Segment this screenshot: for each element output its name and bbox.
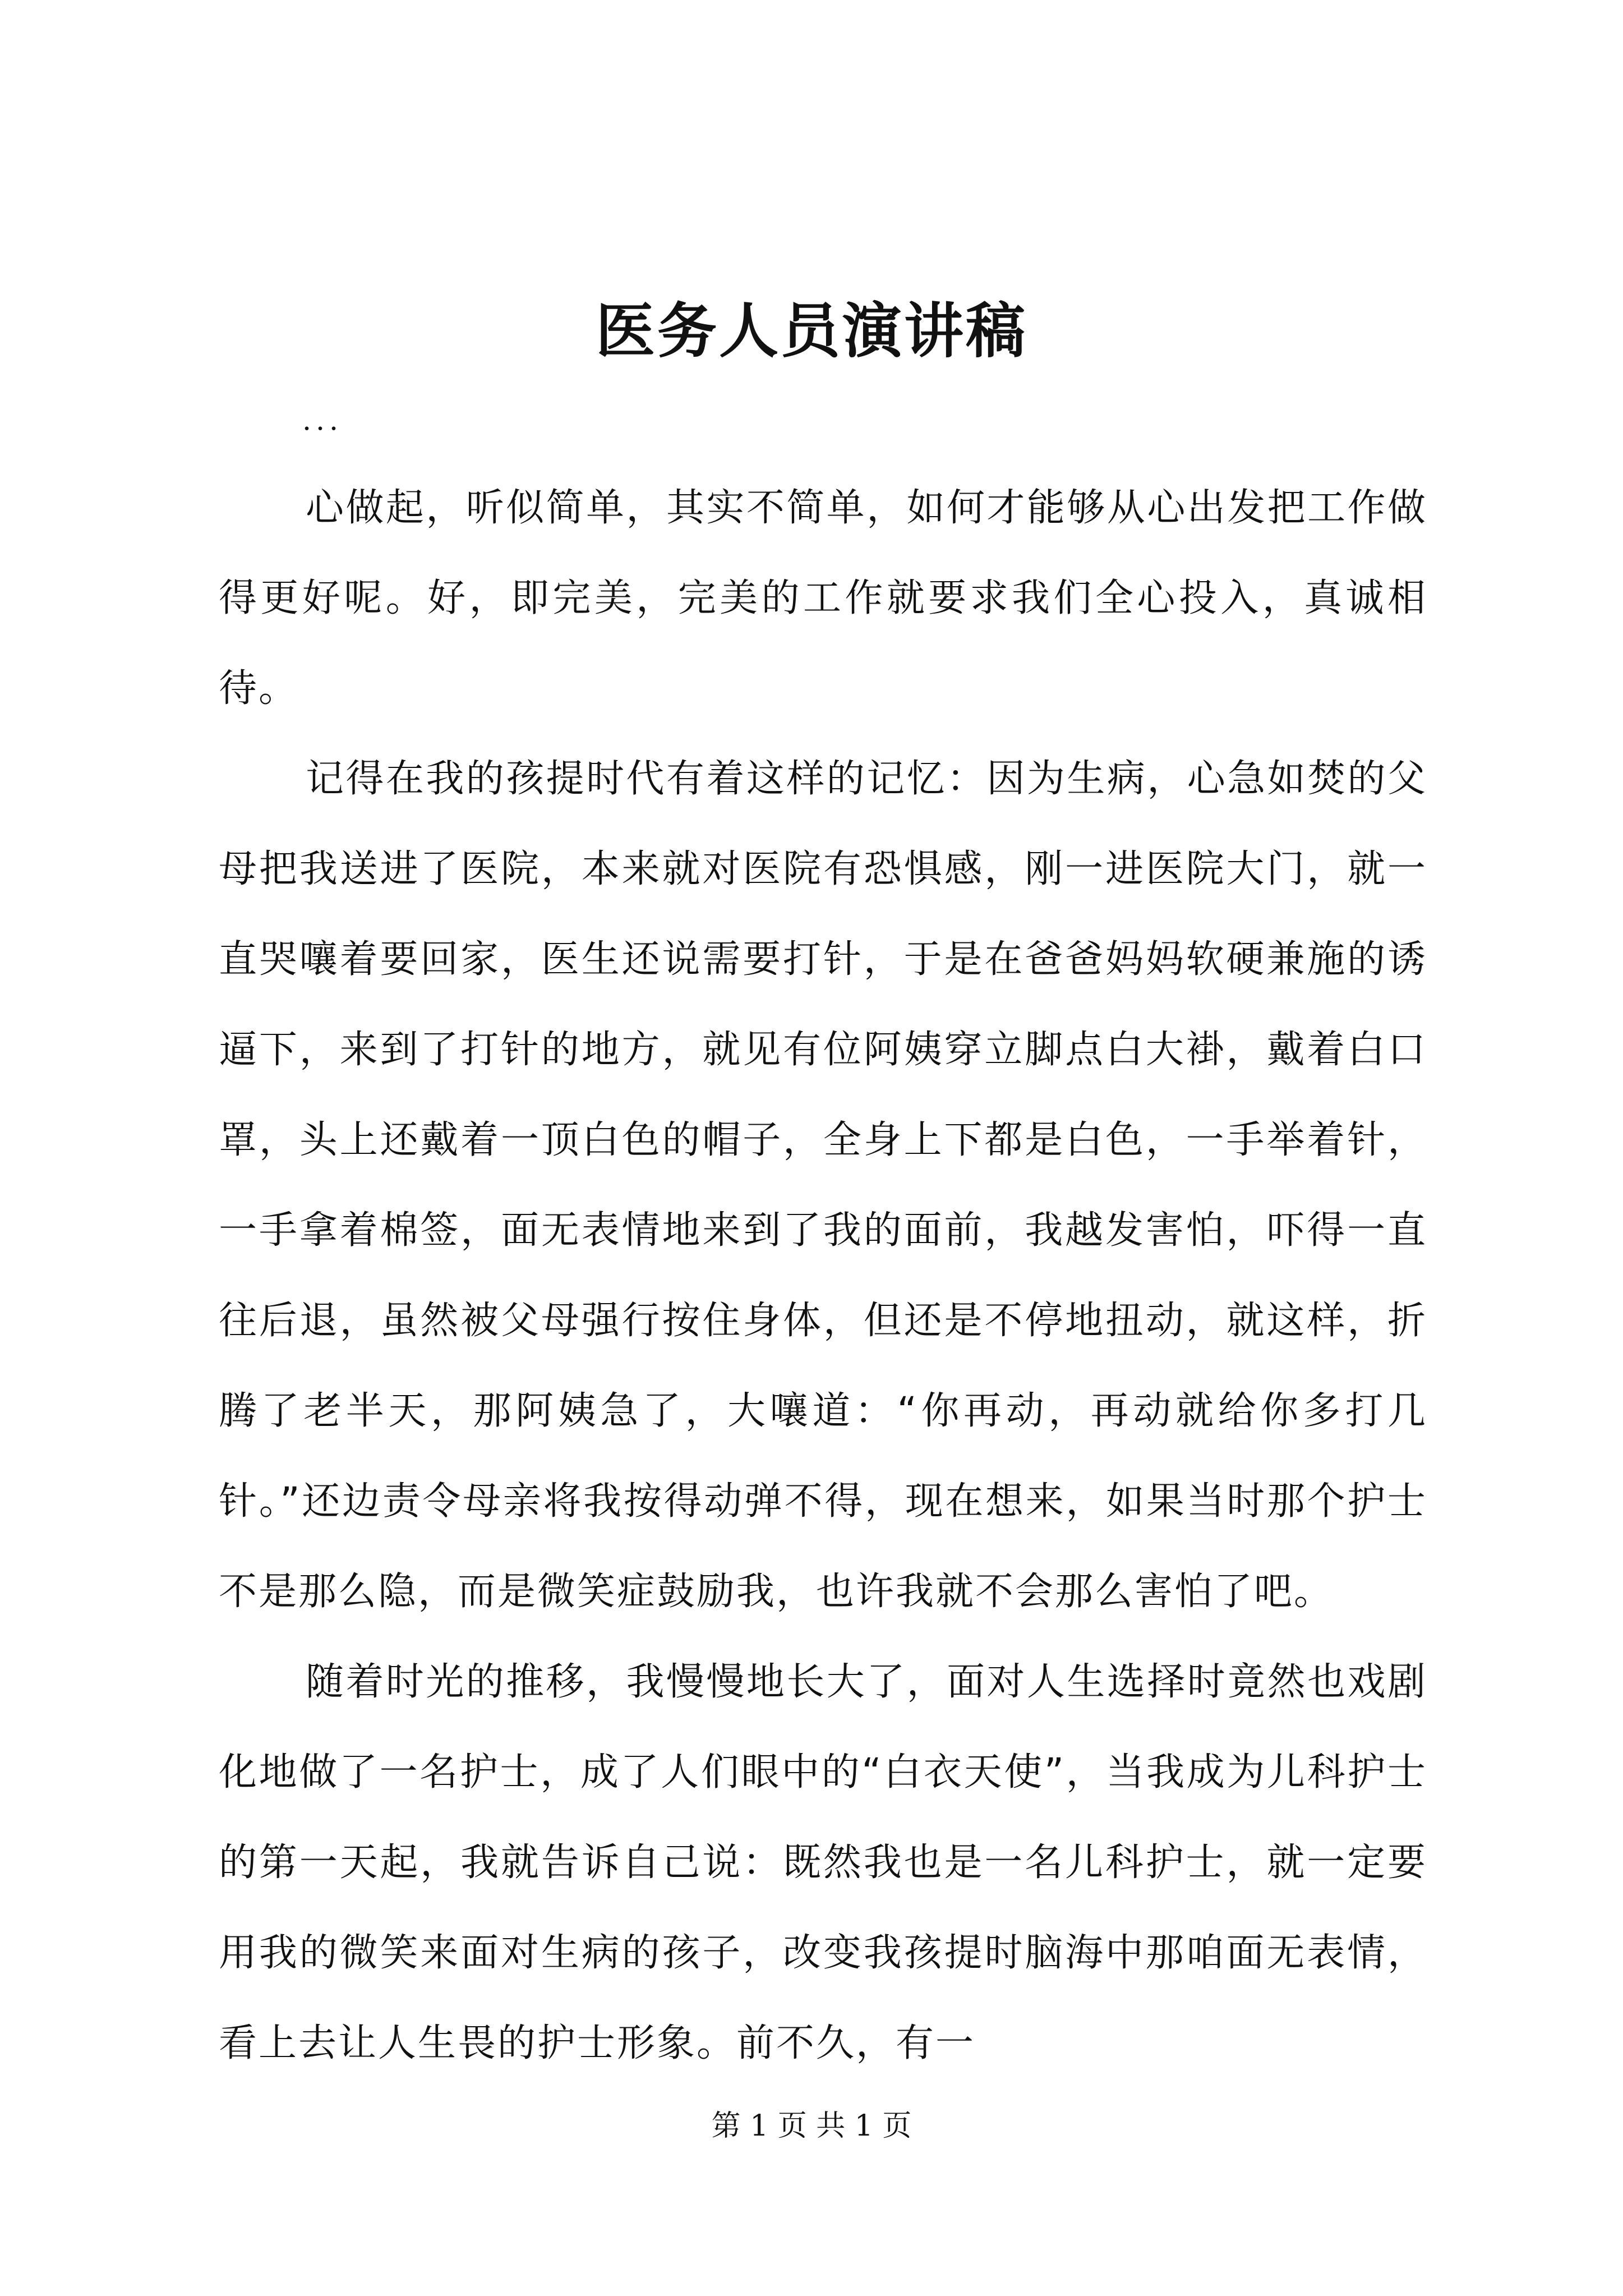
paragraph-2: 记得在我的孩提时代有着这样的记忆：因为生病，心急如焚的父母把我送进了医院，本来就对医院有恐惧感，刚一进医院大门，就一直哭嚷着要回家，医生还说需要打针，于是在爸爸妈妈软硬兼施的诱逼下，来到了打针的地方，就见有位阿姨穿立脚点白大褂，戴着白口罩，头上还戴着一顶白色的帽子，全身上下都是白色，一手举着针，一手拿着棉签，面无表情地来到了我的面前，我越发害怕，吓得一直往后退，虽然被父母强行按住身体，但还是不停地扭动，就这样，折腾了老半天，那阿姨急了，大嚷道：“你再动，再动就给你多打几针。”还边责令母亲将我按得动弹不得，现在想来，如果当时那个护士不是那么隐，而是微笑症鼓励我，也许我就不会那么害怕了吧。 [219, 757, 1427, 1614]
document-title: 医务人员演讲稿 [596, 296, 1027, 366]
paragraph-3: 随着时光的推移，我慢慢地长大了，面对人生选择时竟然也戏剧化地做了一名护士，成了人们眼中的“白衣天使”，当我成为儿科护士的第一天起，我就告诉自己说：既然我也是一名儿科护士，就一定要用我的微笑来面对生病的孩子，改变我孩提时脑海中那咱面无表情，看上去让人生畏的护士形象。前不久，有一 [219, 1660, 1427, 2065]
ellipsis-marker: ... [303, 402, 343, 437]
page-footer: 第 1 页 共 1 页 [711, 2109, 912, 2143]
paragraph-1: 心做起，听似简单，其实不简单，如何才能够从心出发把工作做得更好呢。好，即完美，完美的工作就要求我们全心投入，真诚相待。 [219, 486, 1427, 711]
document-body [219, 463, 1427, 2088]
